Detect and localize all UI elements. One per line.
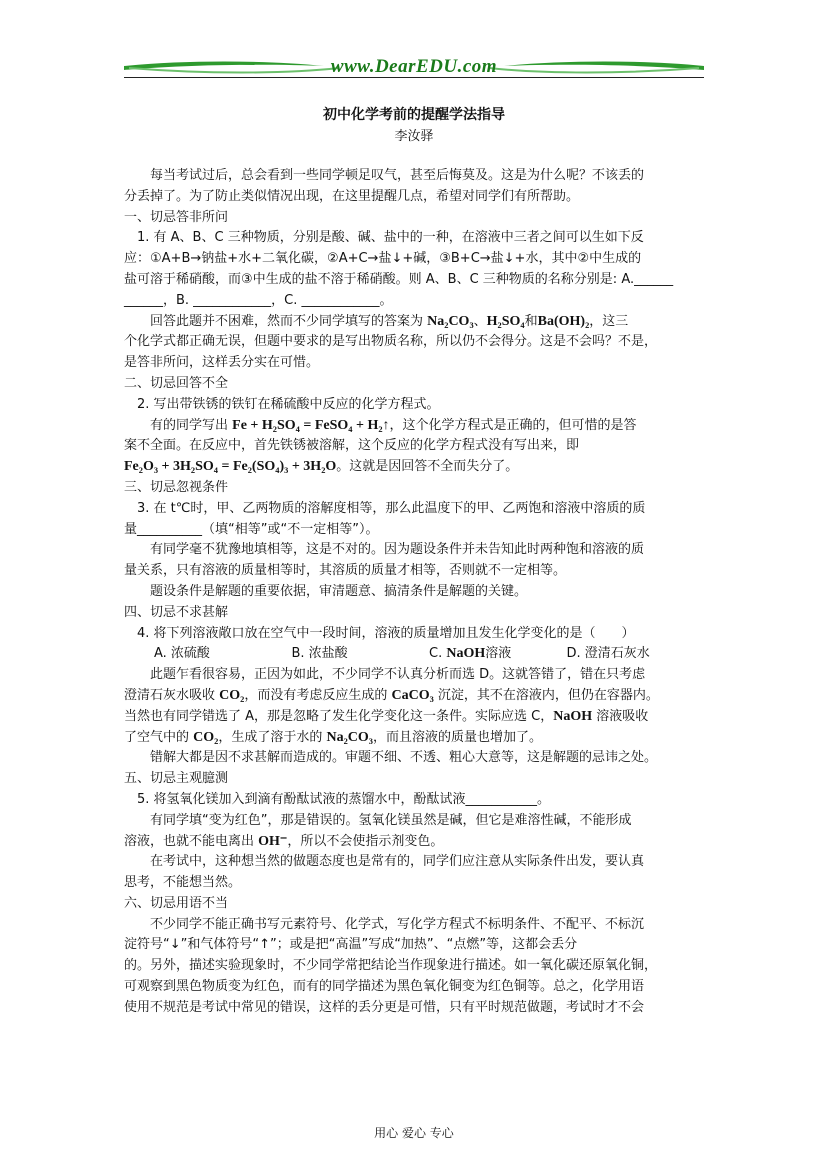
answer-2-line-a <box>124 416 704 437</box>
answer-1-line-b: 个化学式都正确无误，但题中要求的是写出物质名称，所以仍不会得分。这是不会吗？不是， <box>124 334 658 350</box>
answer-5-line-d: 思考，不能想当然。 <box>124 875 242 891</box>
option-d: D. 澄清石灰水 <box>566 646 650 662</box>
answer-2-line-c <box>124 457 704 478</box>
text: 有的同学写出 <box>150 417 233 433</box>
answer-6-line-b: 淀符号“↓”和气体符号“↑”；或是把“高温”写成“加热”、“点燃”等，这都会丢分 <box>124 937 578 953</box>
text: 当然也有同学错选了 A，那是忽略了发生化学变化这一条件。实际应选 C， <box>124 708 554 724</box>
text: ，而且溶液的质量也增加了。 <box>373 729 543 745</box>
text: ，这三 <box>589 313 629 329</box>
text: C. <box>429 646 447 662</box>
answer-6-line-e: 使用不规范是考试中常见的错误，这样的丢分更是可惜，只有平时规范做题，考试时才不会 <box>124 999 645 1015</box>
text: ，所以不会使指示剂变色。 <box>287 833 444 849</box>
answer-2-line-b: 案不全面。在反应中，首先铁锈被溶解，这个反应的化学方程式没有写出来，即 <box>124 438 580 454</box>
question-2: 2. 写出带铁锈的铁钉在稀硫酸中反应的化学方程式。 <box>137 396 440 412</box>
text: ，而没有考虑反应生成的 <box>244 687 392 703</box>
site-header <box>124 54 704 84</box>
chem-formula: Na₂CO₃ <box>326 729 373 745</box>
question-1-line-b: 应：①A+B→钠盐+水+二氧化碳，②A+C→盐↓+碱，③B+C→盐↓+水，其中②中生成的 <box>124 251 642 267</box>
text: 溶液吸收 <box>592 708 649 724</box>
answer-6-line-d: 可观察到黑色物质变为红色，而有的同学描述为黑色氧化铜变为红色铜等。总之，化学用语 <box>124 979 645 995</box>
option-a: A. 浓硫酸 <box>154 646 210 662</box>
option-b: B. 浓盐酸 <box>291 646 348 662</box>
chem-formula: NaOH <box>553 708 593 724</box>
chem-formula: NaOH <box>446 646 486 662</box>
text: 了空气中的 <box>124 729 194 745</box>
text: 。这就是因回答不全而失分了。 <box>336 459 519 475</box>
answer-4-line-a: 此题乍看很容易，正因为如此，不少同学不认真分析而选 D。这就答错了，错在只考虑 <box>150 667 646 683</box>
answer-3-line-a: 有同学毫不犹豫地填相等，这是不对的。因为题设条件并未告知此时两种饱和溶液的质 <box>150 542 645 558</box>
question-1-line-c: 盐可溶于稀硝酸，而③中生成的盐不溶于稀硝酸。则 A、B、C 三种物质的名称分别是: A.______ <box>124 271 674 287</box>
answer-4-line-c <box>124 707 704 728</box>
text: 溶液，也就不能电离出 <box>124 833 259 849</box>
text: ，生成了溶于水的 <box>218 729 327 745</box>
section-heading-5: 五、切忌主观臆测 <box>124 771 229 787</box>
answer-6-line-c: 的。另外，描述实验现象时，不少同学常把结论当作现象进行描述。如一氧化碳还原氧化铜， <box>124 958 658 974</box>
answer-3-line-b: 量关系，只有溶液的质量相等时，其溶质的质量才相等，否则就不一定相等。 <box>124 563 567 579</box>
answer-4-line-e: 错解大都是因不求甚解而造成的。审题不细、不透、粗心大意等，这是解题的忌讳之处。 <box>150 750 658 766</box>
chem-formula: H₂SO₄ <box>486 313 525 329</box>
answer-5-line-b <box>124 832 704 853</box>
answer-5-line-c: 在考试中，这种想当然的做题态度也是常有的，同学们应注意从实际条件出发，要认真 <box>150 854 645 870</box>
answer-5-line-a: 有同学填“变为红色”，那是错误的。氢氧化镁虽然是碱，但它是难溶性碱，不能形成 <box>150 812 632 828</box>
page-footer: 用心 爱心 专心 <box>374 1126 454 1140</box>
answer-1-line-c: 是答非所问，这样丢分实在可惜。 <box>124 355 320 371</box>
text: 沉淀，其不在溶液内，但仍在容器内。 <box>433 687 659 703</box>
intro-line-2: 分丢掉了。为了防止类似情况出现，在这里提醒几点，希望对同学们有所帮助。 <box>124 188 580 204</box>
question-4-options <box>124 644 704 665</box>
header-rule <box>124 77 704 78</box>
chem-equation: Fe₂O₃ + 3H₂SO₄ = Fe₂(SO₄)₃ + 3H₂O <box>124 459 337 475</box>
chem-formula: OH⁻ <box>258 833 288 849</box>
section-heading-2: 二、切忌回答不全 <box>124 375 229 391</box>
question-1-line-a: 1. 有 A、B、C 三种物质，分别是酸、碱、盐中的一种，在溶液中三者之间可以生如下反 <box>137 230 644 246</box>
question-1-line-d: ______，B. ____________，C. ____________。 <box>124 292 393 308</box>
answer-4-line-d <box>124 728 704 749</box>
section-heading-3: 三、切忌忽视条件 <box>124 479 229 495</box>
chem-formula: CO₂ <box>219 687 245 703</box>
section-heading-4: 四、切忌不求甚解 <box>124 604 229 620</box>
answer-4-line-b <box>124 686 704 707</box>
section-heading-6: 六、切忌用语不当 <box>124 895 229 911</box>
chem-formula: CO₂ <box>193 729 219 745</box>
text: ，这个化学方程式是正确的，但可惜的是答 <box>389 417 637 433</box>
answer-3-line-c: 题设条件是解题的重要依据，审清题意、搞清条件是解题的关键。 <box>150 583 528 599</box>
text: 和 <box>524 313 538 329</box>
chem-formula: Ba(OH)₂ <box>537 313 590 329</box>
question-3-line-a: 3. 在 t℃时，甲、乙两物质的溶解度相等，那么此温度下的甲、乙两饱和溶液中溶质的质 <box>137 500 646 516</box>
document-author: 李汝驿 <box>394 129 434 144</box>
question-5: 5. 将氢氧化镁加入到滴有酚酞试液的蒸馏水中，酚酞试液___________。 <box>137 791 551 807</box>
document-body <box>124 166 704 1019</box>
section-heading-1: 一、切忌答非所问 <box>124 209 229 225</box>
question-4: 4. 将下列溶液敞口放在空气中一段时间，溶液的质量增加且发生化学变化的是（ ） <box>137 625 635 641</box>
text: 回答此题并不困难，然而不少同学填写的答案为 <box>150 313 428 329</box>
chem-equation: Fe + H₂SO₄ = FeSO₄ + H₂↑ <box>232 417 390 433</box>
intro-line-1: 每当考试过后，总会看到一些同学顿足叹气，甚至后悔莫及。这是为什么呢？不该丢的 <box>150 168 645 183</box>
document-title: 初中化学考前的提醒学法指导 <box>323 107 505 123</box>
chem-formula: Na₂CO₃ <box>427 313 474 329</box>
answer-1-line-a <box>124 312 704 333</box>
question-3-line-b: 量__________（填“相等”或“不一定相等”）。 <box>124 521 379 537</box>
answer-6-line-a: 不少同学不能正确书写元素符号、化学式，写化学方程式不标明条件、不配平、不标沉 <box>150 916 645 932</box>
text: 澄清石灰水吸收 <box>124 687 220 703</box>
site-url[interactable]: www.DearEDU.com <box>330 56 498 77</box>
chem-formula: CaCO₃ <box>391 687 434 703</box>
option-c <box>429 644 567 665</box>
text: 、 <box>473 313 487 329</box>
text: 溶液 <box>485 646 512 662</box>
